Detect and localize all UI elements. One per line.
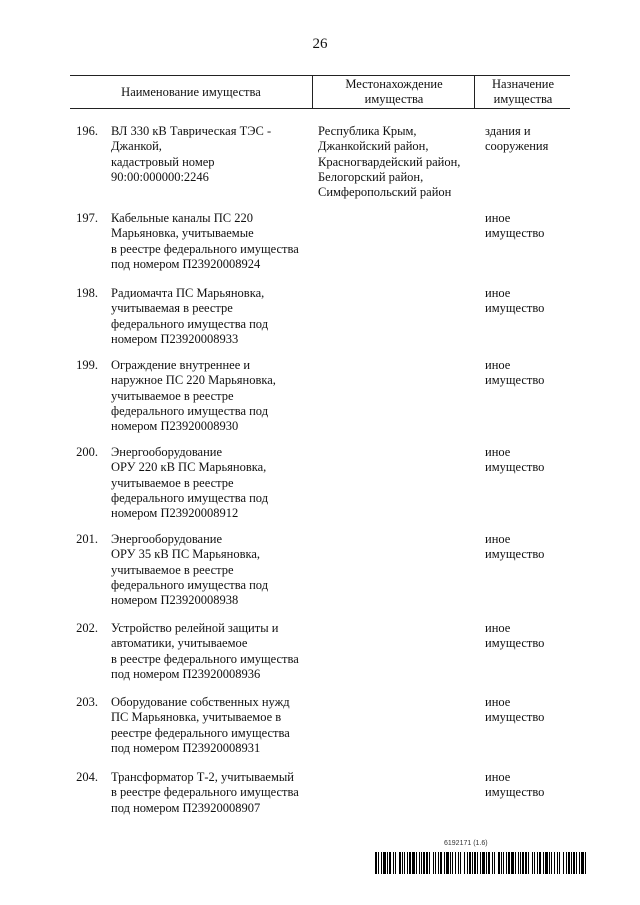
row-number: 200. [76, 445, 98, 459]
row-number: 202. [76, 621, 98, 635]
header-name: Наименование имущества [121, 84, 261, 99]
header-location [312, 76, 475, 108]
row-number: 196. [76, 124, 98, 138]
property-purpose: иное имущество [485, 445, 545, 475]
property-purpose: иное имущество [485, 532, 545, 562]
property-purpose: иное имущество [485, 358, 545, 388]
row-number: 198. [76, 286, 98, 300]
row-number: 203. [76, 695, 98, 709]
property-purpose: иное имущество [485, 621, 545, 651]
header-purpose-text: Назначение имущества [491, 77, 554, 106]
property-purpose: иное имущество [485, 695, 545, 725]
property-name: Радиомачта ПС Марьяновка, учитываемая в реестре федерального имущества под номером П23920008933 [111, 286, 269, 346]
property-purpose: иное имущество [485, 286, 545, 316]
barcode-image [375, 852, 589, 874]
property-name: Энергооборудование ОРУ 220 кВ ПС Марьяновка, учитываемое в реестре федерального имущества под номером П23920008912 [111, 445, 269, 521]
row-number: 201. [76, 532, 98, 546]
row-number: 199. [76, 358, 98, 372]
property-name: ВЛ 330 кВ Таврическая ТЭС - Джанкой, кадастровый номер 90:00:000000:2246 [111, 124, 272, 184]
property-name: Оборудование собственных нужд ПС Марьяновка, учитываемое в реестре федерального имущества под номером П23920008931 [111, 695, 290, 755]
property-name: Ограждение внутреннее и наружное ПС 220 Марьяновка, учитываемое в реестре федерального имущества под номером П23920008930 [111, 358, 276, 434]
property-purpose: иное имущество [485, 211, 545, 241]
page-number: 26 [312, 36, 328, 52]
property-purpose: здания и сооружения [485, 124, 549, 154]
property-location: Республика Крым, Джанкойский район, Красногвардейский район, Белогорский район, Симферопольский район [318, 124, 461, 200]
property-name: Энергооборудование ОРУ 35 кВ ПС Марьяновка, учитываемое в реестре федерального имущества под номером П23920008938 [111, 532, 269, 608]
header-location-text: Местонахождение имущества [345, 77, 443, 106]
property-purpose: иное имущество [485, 770, 545, 800]
property-name: Трансформатор Т-2, учитываемый в реестре федерального имущества под номером П23920008907 [111, 770, 299, 815]
row-number: 197. [76, 211, 98, 225]
row-number: 204. [76, 770, 98, 784]
table-header [70, 75, 570, 109]
barcode-code: 6192171 (1.6) [444, 840, 488, 847]
header-purpose [474, 76, 571, 108]
property-name: Кабельные каналы ПС 220 Марьяновка, учитываемые в реестре федерального имущества под номером П23920008924 [111, 211, 299, 271]
property-name: Устройство релейной защиты и автоматики, учитываемое в реестре федерального имущества под номером П23920008936 [111, 621, 299, 681]
